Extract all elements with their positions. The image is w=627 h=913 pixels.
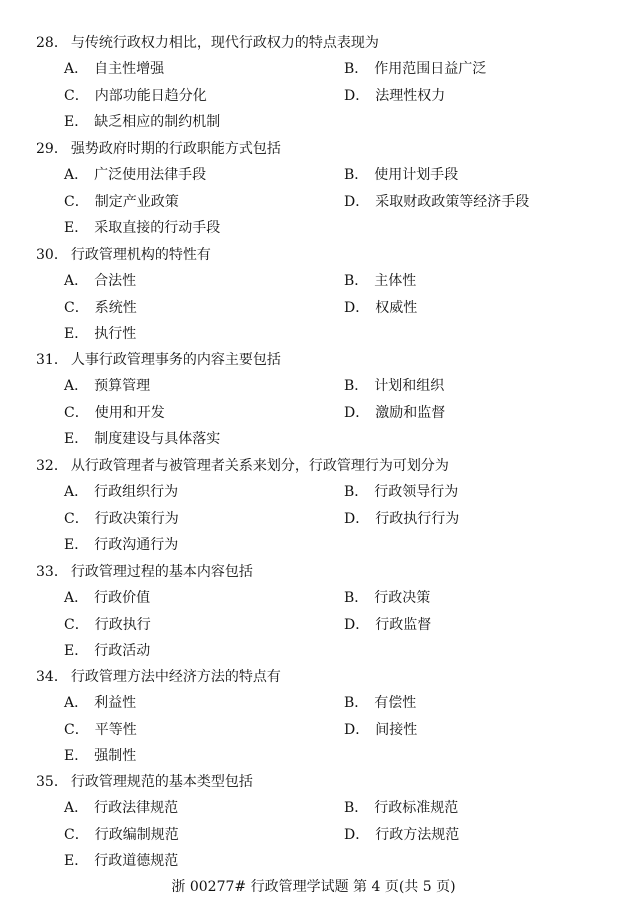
- option-b: B． 作用范围日益广泛: [344, 61, 487, 77]
- question-stem: [36, 668, 281, 686]
- option-c: C． 行政执行: [64, 617, 151, 633]
- question-number: 30．: [36, 247, 68, 263]
- question-stem: [36, 351, 281, 369]
- option-d: D． 法理性权力: [344, 88, 446, 104]
- option-e: E． 行政沟通行为: [64, 537, 179, 553]
- option-a: A． 行政法律规范: [64, 800, 179, 816]
- option-e: E． 制度建设与具体落实: [64, 431, 221, 447]
- option-e: E． 行政活动: [64, 643, 151, 659]
- question-number: 33．: [36, 564, 68, 580]
- option-a: A． 行政价值: [64, 590, 151, 606]
- option-c: C． 系统性: [64, 300, 137, 316]
- question-number: 31．: [36, 352, 68, 368]
- option-c: C． 平等性: [64, 722, 137, 738]
- option-c: C． 使用和开发: [64, 405, 165, 421]
- question-text: 与传统行政权力相比，现代行政权力的特点表现为: [70, 35, 379, 51]
- question-stem: [36, 140, 281, 158]
- option-d: D． 采取财政政策等经济手段: [344, 194, 530, 210]
- option-a: A． 合法性: [64, 273, 137, 289]
- option-b: B． 行政标准规范: [344, 800, 459, 816]
- option-a: A． 自主性增强: [64, 61, 165, 77]
- question-text: 行政管理机构的特性有: [70, 247, 211, 263]
- option-e: E． 强制性: [64, 748, 137, 764]
- option-d: D． 行政监督: [344, 617, 432, 633]
- question-number: 32．: [36, 458, 68, 474]
- option-b: B． 行政领导行为: [344, 484, 459, 500]
- question-stem: [36, 773, 253, 791]
- question-text: 强势政府时期的行政职能方式包括: [70, 141, 281, 157]
- option-e: E． 采取直接的行动手段: [64, 220, 221, 236]
- question-text: 行政管理规范的基本类型包括: [70, 774, 253, 790]
- option-a: A． 预算管理: [64, 378, 151, 394]
- question-stem: [36, 34, 379, 52]
- question-text: 行政管理方法中经济方法的特点有: [70, 669, 281, 685]
- option-e: E． 缺乏相应的制约机制: [64, 114, 221, 130]
- option-b: B． 有偿性: [344, 695, 417, 711]
- option-b: B． 计划和组织: [344, 378, 445, 394]
- option-d: D． 激励和监督: [344, 405, 446, 421]
- question-number: 34．: [36, 669, 68, 685]
- page-footer: 浙 00277# 行政管理学试题 第 4 页(共 5 页): [171, 879, 456, 895]
- question-number: 35．: [36, 774, 68, 790]
- question-stem: [36, 457, 449, 475]
- option-e: E． 行政道德规范: [64, 853, 179, 869]
- option-d: D． 行政执行行为: [344, 511, 460, 527]
- option-d: D． 权威性: [344, 300, 418, 316]
- option-a: A． 利益性: [64, 695, 137, 711]
- option-d: D． 行政方法规范: [344, 827, 460, 843]
- question-number: 28．: [36, 35, 68, 51]
- question-number: 29．: [36, 141, 68, 157]
- option-c: C． 制定产业政策: [64, 194, 179, 210]
- option-a: A． 行政组织行为: [64, 484, 179, 500]
- option-c: C． 内部功能日趋分化: [64, 88, 207, 104]
- question-text: 从行政管理者与被管理者关系来划分，行政管理行为可划分为: [70, 458, 449, 474]
- option-e: E． 执行性: [64, 326, 137, 342]
- option-a: A． 广泛使用法律手段: [64, 167, 207, 183]
- question-text: 行政管理过程的基本内容包括: [70, 564, 253, 580]
- option-c: C． 行政编制规范: [64, 827, 179, 843]
- option-b: B． 使用计划手段: [344, 167, 459, 183]
- question-text: 人事行政管理事务的内容主要包括: [70, 352, 281, 368]
- question-stem: [36, 563, 253, 581]
- option-b: B． 行政决策: [344, 590, 431, 606]
- question-stem: [36, 246, 211, 264]
- option-c: C． 行政决策行为: [64, 511, 179, 527]
- option-b: B． 主体性: [344, 273, 417, 289]
- option-d: D． 间接性: [344, 722, 418, 738]
